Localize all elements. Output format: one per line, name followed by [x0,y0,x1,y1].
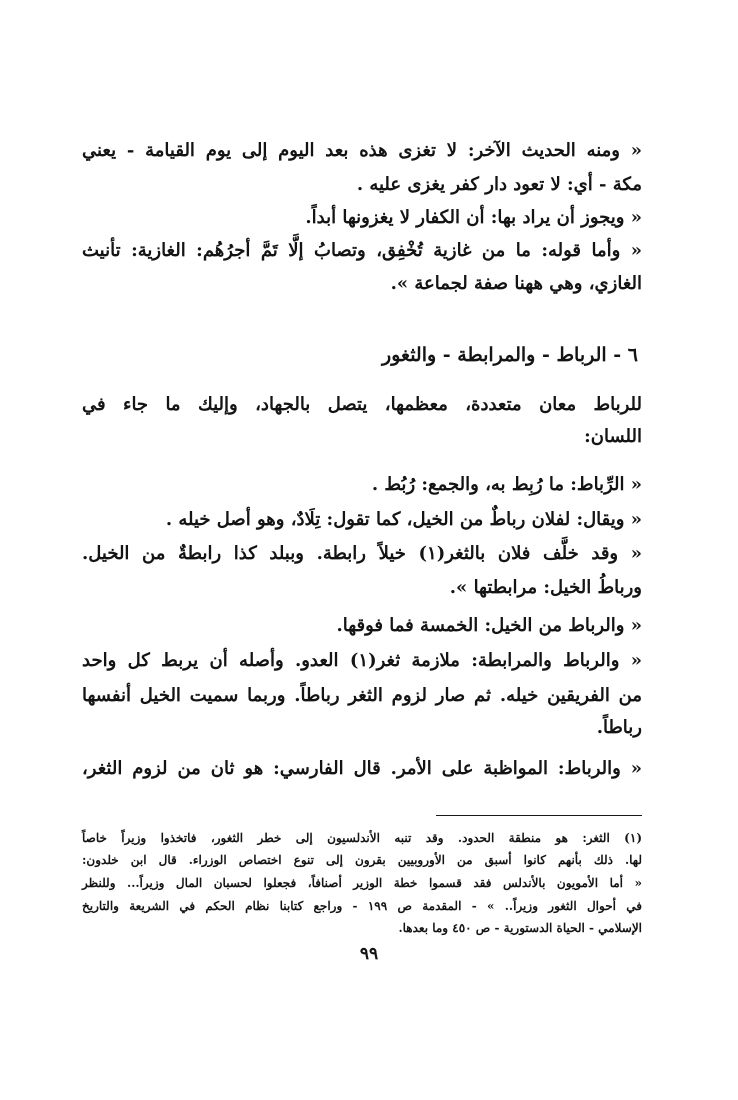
footnote-line: الإسلامي - الحياة الدستورية - ص ٤٥٠ وما بعدها. [398,921,642,935]
body-line: الغازي، وهي ههنا صفة لجماعة ». [390,273,642,294]
footnote-line: « أما الأمويون بالأندلس فقد قسموا خطة الوزير أصنافاً، فجعلوا لحسبان المال وزيراً... وللنظر [82,876,642,890]
body-line: « ومنه الحديث الآخر: لا تغزى هذه بعد اليوم إلى يوم القيامة - يعني [82,140,642,161]
footnote-line: لها. ذلك بأنهم كانوا أسبق من الأوروبيين بقرون إلى تنوع اختصاص الوزراء. قال ابن خلدون: [82,853,642,867]
body-line: من الفريقين خيله. ثم صار لزوم الثغر رباطاً. وربما سميت الخيل أنفسها [82,685,642,706]
page-number: ٩٩ [359,944,379,964]
body-line: « والرباط والمرابطة: ملازمة ثغر(١) العدو. وأصله أن يربط كل واحد [82,650,642,671]
body-line: « وقد خلَّف فلان بالثغر(١) خيلاً رابطة. وببلد كذا رابطةٌ من الخيل. [82,543,642,564]
body-line: « والرباط من الخيل: الخمسة فما فوقها. [336,615,642,636]
body-line: رباطاً. [596,717,642,738]
footnote-divider [436,815,642,816]
body-line: اللسان: [584,426,642,447]
body-line: « الرِّباط: ما رُبِط به، والجمع: رُبُط . [371,474,642,495]
section-heading: ٦ - الرباط - والمرابطة - والثغور [382,344,638,366]
body-line: « والرباط: المواظبة على الأمر. قال الفارسي: هو ثان من لزوم الثغر، [82,758,642,779]
body-line: ورباطُ الخيل: مرابطتها ». [449,577,642,598]
body-line: « ويقال: لفلان رباطٌ من الخيل، كما تقول: تِلَادٌ، وهو أصل خيله . [165,509,642,530]
body-line: مكة - أي: لا تعود دار كفر يغزى عليه . [356,174,642,195]
footnote-line: (١) الثغر: هو منطقة الحدود. وقد تنبه الأندلسيون إلى خطر الثغور، فاتخذوا وزيراً خاصاً [82,831,642,845]
footnote-line: في أحوال الثغور وزيراً.. » - المقدمة ص ١٩٩ - وراجع كتابنا نظام الحكم في الشريعة والتاريخ [82,899,642,913]
body-line: « ويجوز أن يراد بها: أن الكفار لا يغزونها أبداً. [305,207,642,228]
body-line: « وأما قوله: ما من غازية تُخْفِق، وتصابُ إلَّا تَمَّ أجرُهُم: الغازية: تأنيث [82,240,642,261]
body-line: للرباط معان متعددة، معظمها، يتصل بالجهاد، وإليك ما جاء في [82,394,642,415]
